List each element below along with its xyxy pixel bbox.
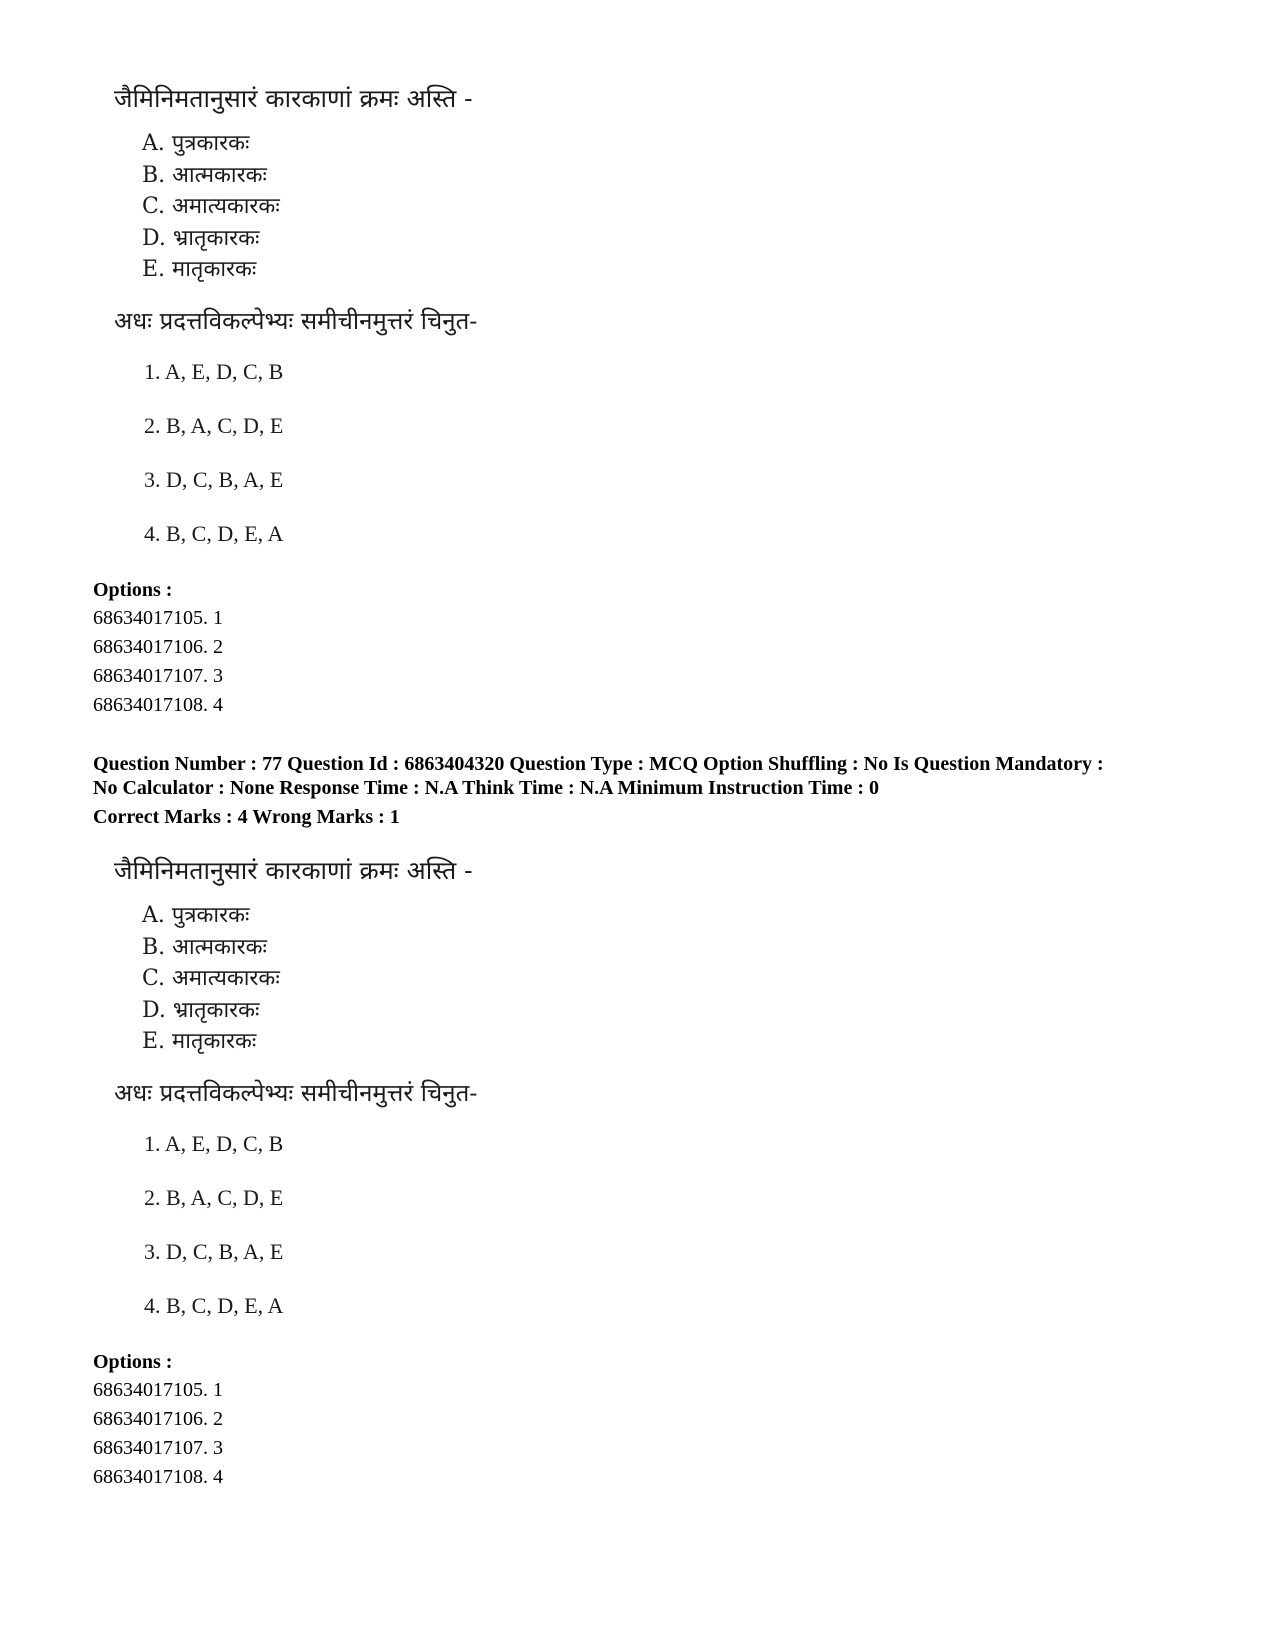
- question-image-top: [114, 84, 714, 548]
- option-line: 68634017107. 3: [93, 1437, 223, 1459]
- options-title: Options :: [93, 579, 173, 601]
- answer-choices: [144, 358, 714, 548]
- answer-choice: 4. B, C, D, E, A: [144, 1292, 284, 1318]
- option-line: 68634017107. 3: [93, 665, 223, 687]
- question-instruction: अधः प्रदत्तविकल्पेभ्यः समीचीनमुत्तरं चिनुत-: [114, 306, 478, 335]
- question-meta-line: Question Number : 77 Question Id : 6863404320 Question Type : MCQ Option Shuffling : No Is Question Mandatory :: [93, 753, 1104, 775]
- answer-choice: 1. A, E, D, C, B: [144, 358, 284, 384]
- answer-choice: 2. B, A, C, D, E: [144, 412, 284, 438]
- answer-choice: 1. A, E, D, C, B: [144, 1130, 284, 1156]
- options-title: Options :: [93, 1351, 173, 1373]
- question-image-bottom: [114, 856, 714, 1320]
- question-instruction: अधः प्रदत्तविकल्पेभ्यः समीचीनमुत्तरं चिनुत-: [114, 1078, 478, 1107]
- options-section-bottom: [93, 1348, 1203, 1492]
- list-item: C. अमात्यकारकः: [142, 966, 280, 991]
- option-line: 68634017105. 1: [93, 607, 223, 629]
- list-item: C. अमात्यकारकः: [142, 194, 280, 219]
- list-item: D. भ्रातृकारकः: [142, 225, 260, 251]
- answer-choice: 2. B, A, C, D, E: [144, 1184, 284, 1210]
- list-item: B. आत्मकारकः: [142, 934, 267, 960]
- karaka-list: [142, 900, 714, 1058]
- option-line: 68634017106. 2: [93, 1408, 223, 1430]
- list-item: D. भ्रातृकारकः: [142, 997, 260, 1023]
- list-item: A. पुत्रकारकः: [142, 903, 250, 928]
- karaka-list: [142, 128, 714, 286]
- option-line: 68634017105. 1: [93, 1379, 223, 1401]
- list-item: A. पुत्रकारकः: [142, 131, 250, 156]
- marks-line: Correct Marks : 4 Wrong Marks : 1: [93, 806, 400, 828]
- answer-choice: 3. D, C, B, A, E: [144, 1238, 284, 1264]
- options-section-top: [93, 576, 1203, 720]
- question-meta-line: No Calculator : None Response Time : N.A Think Time : N.A Minimum Instruction Time : 0: [93, 777, 879, 799]
- question-metadata: [93, 752, 1203, 830]
- option-line: 68634017108. 4: [93, 694, 223, 716]
- list-item: E. मातृकारकः: [142, 1029, 257, 1054]
- answer-choice: 4. B, C, D, E, A: [144, 520, 284, 546]
- question-stem: जैमिनिमतानुसारं कारकाणां क्रमः अस्ति -: [114, 856, 473, 885]
- list-item: E. मातृकारकः: [142, 257, 257, 282]
- answer-choice: 3. D, C, B, A, E: [144, 466, 284, 492]
- answer-choices: [144, 1130, 714, 1320]
- list-item: B. आत्मकारकः: [142, 162, 267, 188]
- question-stem: जैमिनिमतानुसारं कारकाणां क्रमः अस्ति -: [114, 84, 473, 113]
- option-line: 68634017108. 4: [93, 1466, 223, 1488]
- option-line: 68634017106. 2: [93, 636, 223, 658]
